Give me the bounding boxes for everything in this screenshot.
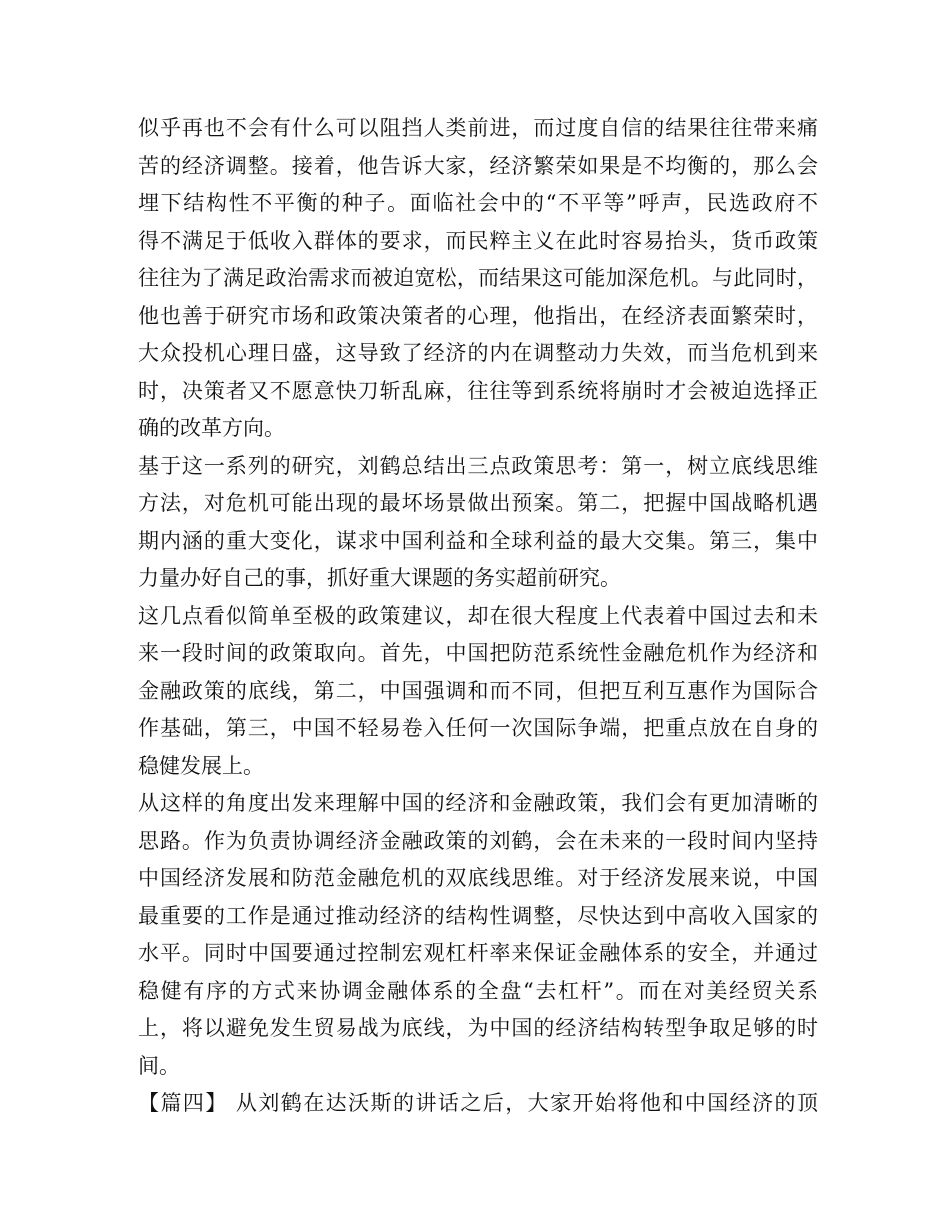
text-line: 间。 (138, 1053, 180, 1078)
text-line: 基于这一系列的研究，刘鹤总结出三点政策思考：第一，树立底线思维 (138, 453, 818, 478)
text-line: 确的改革方向。 (138, 416, 285, 440)
text-line: 力量办好自己的事，抓好重大课题的务实超前研究。 (138, 566, 621, 590)
text-line: 这几点看似简单至极的政策建议，却在很大程度上代表着中国过去和未 (138, 603, 818, 628)
text-line: 得不满足于低收入群体的要求，而民粹主义在此时容易抬头，货币政策 (138, 228, 818, 253)
text-line: 他也善于研究市场和政策决策者的心理，他指出，在经济表面繁荣时， (138, 303, 818, 328)
text-line: 时，决策者又不愿意快刀斩乱麻，往往等到系统将崩时才会被迫选择正 (138, 378, 818, 403)
text-line: 从这样的角度出发来理解中国的经济和金融政策，我们会有更加清晰的 (138, 791, 818, 815)
text-line: 大众投机心理日盛，这导致了经济的内在调整动力失效，而当危机到来 (138, 341, 818, 365)
text-line: 埋下结构性不平衡的种子。面临社会中的“不平等”呼声，民选政府不 (138, 191, 818, 215)
text-line: 苦的经济调整。接着，他告诉大家，经济繁荣如果是不均衡的，那么会 (138, 153, 818, 178)
text-line: 水平。同时中国要通过控制宏观杠杆率来保证金融体系的安全，并通过 (138, 941, 818, 965)
text-line: 最重要的工作是通过推动经济的结构性调整，尽快达到中高收入国家的 (138, 903, 818, 928)
text-line: 似乎再也不会有什么可以阻挡人类前进，而过度自信的结果往往带来痛 (138, 116, 818, 140)
document-body (138, 110, 818, 1123)
text-line: 来一段时间的政策取向。首先，中国把防范系统性金融危机作为经济和 (138, 641, 818, 665)
text-line: 中国经济发展和防范金融危机的双底线思维。对于经济发展来说，中国 (138, 866, 818, 890)
text-line: 思路。作为负责协调经济金融政策的刘鹤，会在未来的一段时间内坚持 (138, 828, 818, 853)
text-line: 作基础，第三，中国不轻易卷入任何一次国际争端，把重点放在自身的 (138, 716, 818, 740)
text-line: 稳健有序的方式来协调金融体系的全盘“去杠杆”。而在对美经贸关系 (138, 978, 818, 1003)
text-line: 稳健发展上。 (138, 753, 264, 778)
text-line: 期内涵的重大变化，谋求中国利益和全球利益的最大交集。第三，集中 (138, 528, 818, 553)
text-line: 上，将以避免发生贸易战为底线，为中国的经济结构转型争取足够的时 (138, 1016, 818, 1040)
text-line: 【篇四】 从刘鹤在达沃斯的讲话之后，大家开始将他和中国经济的顶 (138, 1091, 818, 1115)
text-line: 金融政策的底线，第二，中国强调和而不同，但把互利互惠作为国际合 (138, 678, 818, 703)
text-line: 往往为了满足政治需求而被迫宽松，而结果这可能加深危机。与此同时， (138, 266, 818, 290)
text-line: 方法，对危机可能出现的最坏场景做出预案。第二，把握中国战略机遇 (138, 491, 818, 515)
